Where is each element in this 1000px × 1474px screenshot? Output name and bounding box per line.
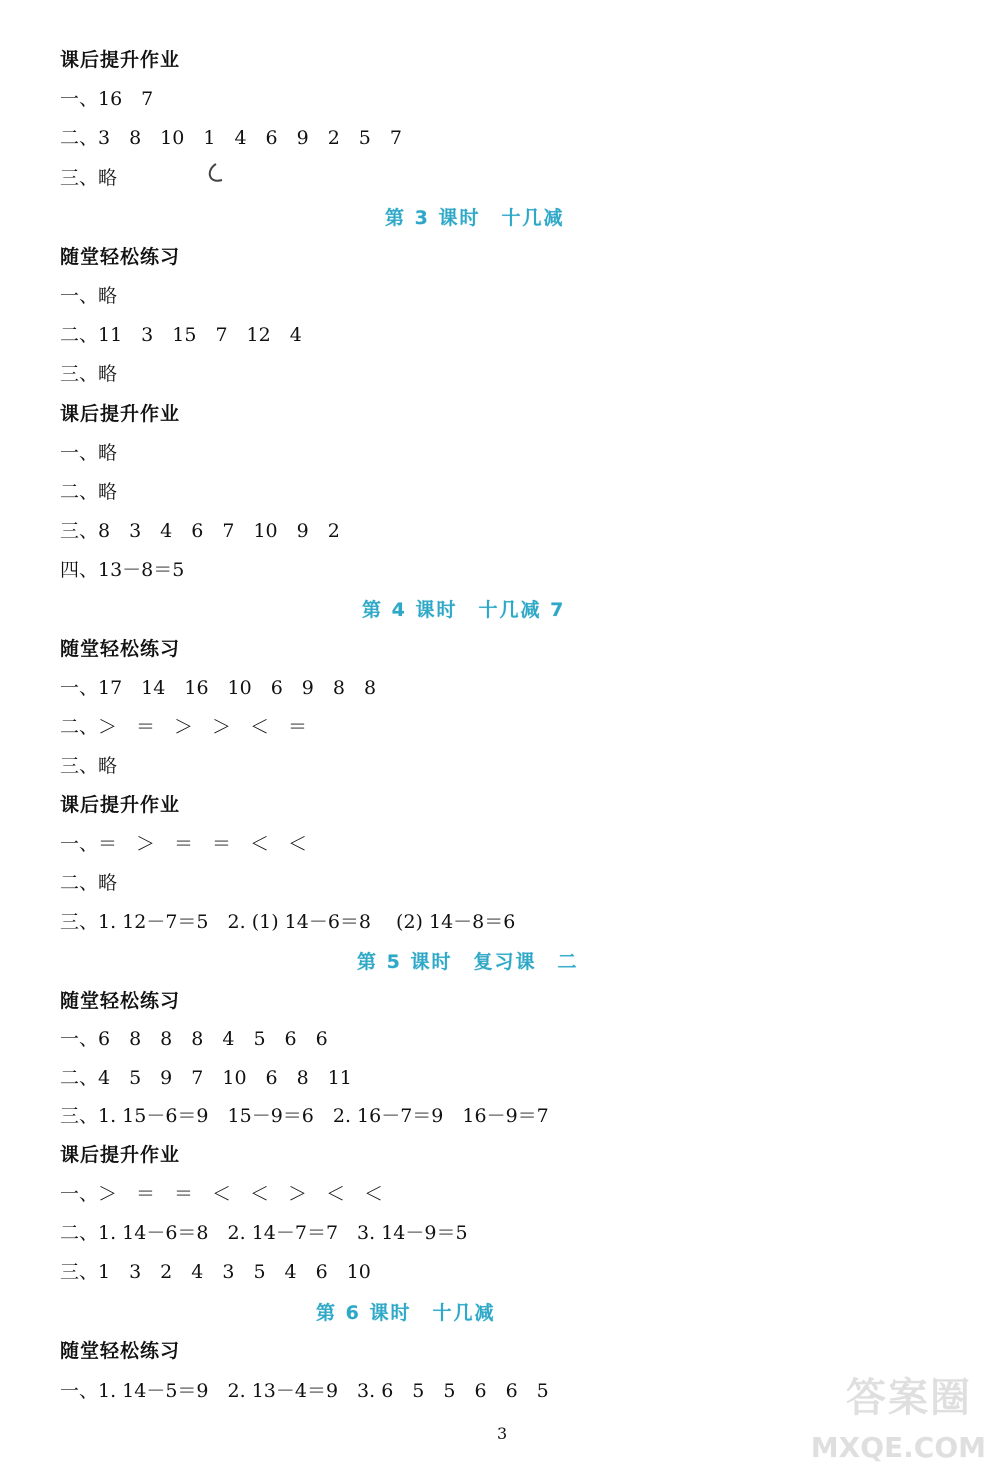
section-title: 第 3 课时 十几减 <box>385 207 565 229</box>
answer-line: 二、4 5 9 7 10 6 8 11 <box>60 1067 352 1089</box>
answer-line: 三、1. 15－6＝9 15－9＝6 2. 16－7＝9 16－9＝7 <box>60 1105 549 1127</box>
heading-practice: 随堂轻松练习 <box>60 246 181 268</box>
answer-line: 三、1. 12－7＝5 2. (1) 14－6＝8 (2) 14－8＝6 <box>60 911 516 933</box>
answer-line: 二、略 <box>60 481 118 503</box>
answer-line: 一、＞ ＝ ＝ ＜ ＜ ＞ ＜ ＜ <box>60 1183 384 1205</box>
watermark-text-cn: 答案圈 <box>846 1375 972 1421</box>
heading-homework: 课后提升作业 <box>60 794 181 816</box>
answer-line: 一、1. 14－5＝9 2. 13－4＝9 3. 6 5 5 6 6 5 <box>60 1380 549 1402</box>
answer-line: 三、8 3 4 6 7 10 9 2 <box>60 520 340 542</box>
answer-line: 三、1 3 2 4 3 5 4 6 10 <box>60 1261 371 1283</box>
page-number: 3 <box>497 1424 508 1443</box>
answer-line: 二、11 3 15 7 12 4 <box>60 324 302 346</box>
answer-line: 三、略 <box>60 755 118 777</box>
handwritten-mark <box>200 128 270 188</box>
watermark-text-en: MXQE.COM <box>810 1431 986 1464</box>
answer-line: 一、6 8 8 8 4 5 6 6 <box>60 1028 328 1050</box>
answer-line: 二、1. 14－6＝8 2. 14－7＝7 3. 14－9＝5 <box>60 1222 468 1244</box>
answer-line: 二、略 <box>60 872 118 894</box>
heading-practice: 随堂轻松练习 <box>60 990 181 1012</box>
section-title: 第 5 课时 复习课 二 <box>357 951 579 973</box>
heading-homework: 课后提升作业 <box>60 1144 181 1166</box>
answer-line: 一、略 <box>60 285 118 307</box>
answer-line: 一、16 7 <box>60 88 154 110</box>
watermark-logo <box>812 1358 992 1468</box>
section-title: 第 6 课时 十几减 <box>316 1302 496 1324</box>
answer-line: 三、略 <box>60 363 118 385</box>
answer-line: 二、＞ ＝ ＞ ＞ ＜ ＝ <box>60 716 308 738</box>
answer-line: 一、略 <box>60 442 118 464</box>
section-title: 第 4 课时 十几减 7 <box>362 599 566 621</box>
heading-practice: 随堂轻松练习 <box>60 638 181 660</box>
answer-line: 四、13－8＝5 <box>60 559 185 581</box>
answer-line: 一、17 14 16 10 6 9 8 8 <box>60 677 377 699</box>
answer-line: 一、＝ ＞ ＝ ＝ ＜ ＜ <box>60 833 308 855</box>
heading-homework: 课后提升作业 <box>60 403 181 425</box>
answer-line: 三、略 <box>60 167 118 189</box>
heading-homework: 课后提升作业 <box>60 49 181 71</box>
heading-practice: 随堂轻松练习 <box>60 1340 181 1362</box>
answer-line: 二、3 8 10 1 4 6 9 2 5 7 <box>60 127 402 149</box>
